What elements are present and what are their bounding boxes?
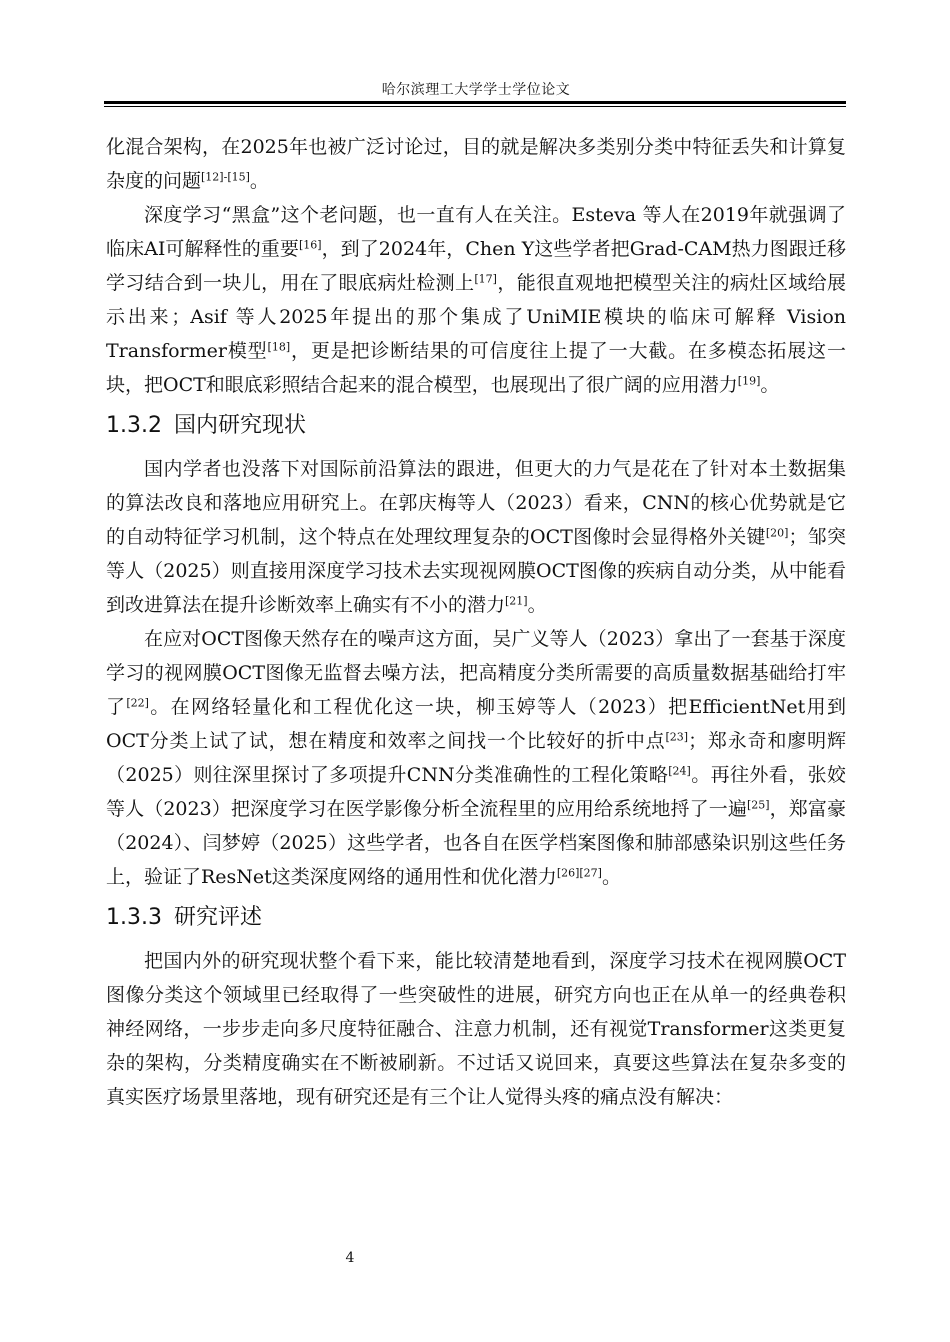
text-run: 。	[601, 866, 621, 888]
running-header: 哈尔滨理工大学学士学位论文	[381, 82, 571, 98]
section-heading-domestic	[106, 411, 846, 441]
citation: [12]-[15]	[201, 170, 250, 184]
section-title: 研究评述	[173, 905, 262, 930]
citation: [16]	[298, 238, 322, 252]
section-heading-review	[106, 903, 846, 933]
citation: [17]	[474, 272, 497, 286]
paragraph-domestic-1	[106, 452, 846, 622]
text-run: 深度学习“黑盒”这个老问题，也一直有人在关注。Esteva 等人在2019年就强调了临床AI可解释性的重要	[106, 204, 846, 260]
text-run: 。	[527, 594, 547, 616]
citation: [22]	[126, 696, 149, 710]
citation: [25]	[746, 798, 770, 812]
citation: [23]	[665, 730, 689, 744]
text-run: 化混合架构，在2025年也被广泛讨论过，目的就是解决多类别分类中特征丢失和计算复杂度的问题	[106, 136, 846, 192]
citation: [24]	[668, 764, 691, 778]
text-run: 。	[760, 374, 780, 396]
page-number: 4	[345, 1250, 355, 1266]
text-run: ；邹突等人（2025）则直接用深度学习技术去实现视网膜OCT图像的疾病自动分类，从中能看到改进算法在提升诊断效率上确实有不小的潜力	[106, 526, 846, 616]
text-run: ，更是把诊断结果的可信度往上提了一大截。在多模态拓展这一块，把OCT和眼底彩照结合起来的混合模型，也展现出了很广阔的应用潜力	[106, 340, 846, 396]
text-run: ，到了2024年，Chen Y这些学者把Grad-CAM热力图跟迁移学习结合到一块儿，用在了眼底病灶检测上	[106, 238, 847, 294]
text-run: 。在网络轻量化和工程优化这一块，柳玉婷等人（2023）把EfficientNet用到OCT分类上试了试，想在精度和效率之间找一个比较好的折中点	[106, 696, 846, 752]
section-number: 1.3.3	[106, 905, 162, 930]
text-run: 国内学者也没落下对国际前沿算法的跟进，但更大的力气是花在了针对本土数据集的算法改良和落地应用研究上。在郭庆梅等人（2023）看来，CNN的核心优势就是它的自动特征学习机制，这个特点在处理纹理复杂的OCT图像时会显得格外关键	[106, 458, 846, 548]
section-number: 1.3.2	[106, 413, 162, 438]
header-rule-thin	[104, 106, 846, 107]
text-run: ，能很直观地把模型关注的病灶区域给展示出来；Asif 等人2025年提出的那个集成了UniMIE模块的临床可解释 Vision Transformer模型	[106, 272, 846, 362]
body-text	[106, 130, 846, 1114]
paragraph-explainability	[106, 198, 846, 402]
text-run: 。再往外看，张姣等人（2023）把深度学习在医学影像分析全流程里的应用给系统地捋了一遍	[106, 764, 846, 820]
section-title: 国内研究现状	[173, 413, 306, 438]
paragraph-domestic-2	[106, 622, 846, 894]
text-run: ；郑永奇和廖明辉（2025）则往深里探讨了多项提升CNN分类准确性的工程化策略	[106, 730, 846, 786]
text-run: 把国内外的研究现状整个看下来，能比较清楚地看到，深度学习技术在视网膜OCT图像分类这个领域里已经取得了一些突破性的进展，研究方向也正在从单一的经典卷积神经网络，一步步走向多尺度特征融合、注意力机制，还有视觉Transformer这类更复杂的架构，分类精度确实在不断被刷新。不过话又说回来，真要这些算法在复杂多变的真实医疗场景里落地，现有研究还是有三个让人觉得头疼的痛点没有解决：	[106, 950, 846, 1108]
citation: [20]	[765, 526, 789, 540]
citation: [19]	[737, 374, 761, 388]
citation: [21]	[505, 594, 528, 608]
text-run: ，郑富豪（2024）、闫梦婷（2025）这些学者，也各自在医学档案图像和肺部感染识别这些任务上，验证了ResNet这类深度网络的通用性和优化潜力	[106, 798, 846, 888]
citation: [18]	[267, 340, 291, 354]
citation: [26][27]	[556, 866, 602, 880]
header-rule-thick	[104, 101, 846, 104]
text-run: 在应对OCT图像天然存在的噪声这方面，吴广义等人（2023）拿出了一套基于深度学习的视网膜OCT图像无监督去噪方法，把高精度分类所需要的高质量数据基础给打牢了	[106, 628, 846, 718]
paragraph-continuation	[106, 130, 846, 198]
text-run: 。	[249, 170, 269, 192]
paragraph-review	[106, 944, 846, 1114]
